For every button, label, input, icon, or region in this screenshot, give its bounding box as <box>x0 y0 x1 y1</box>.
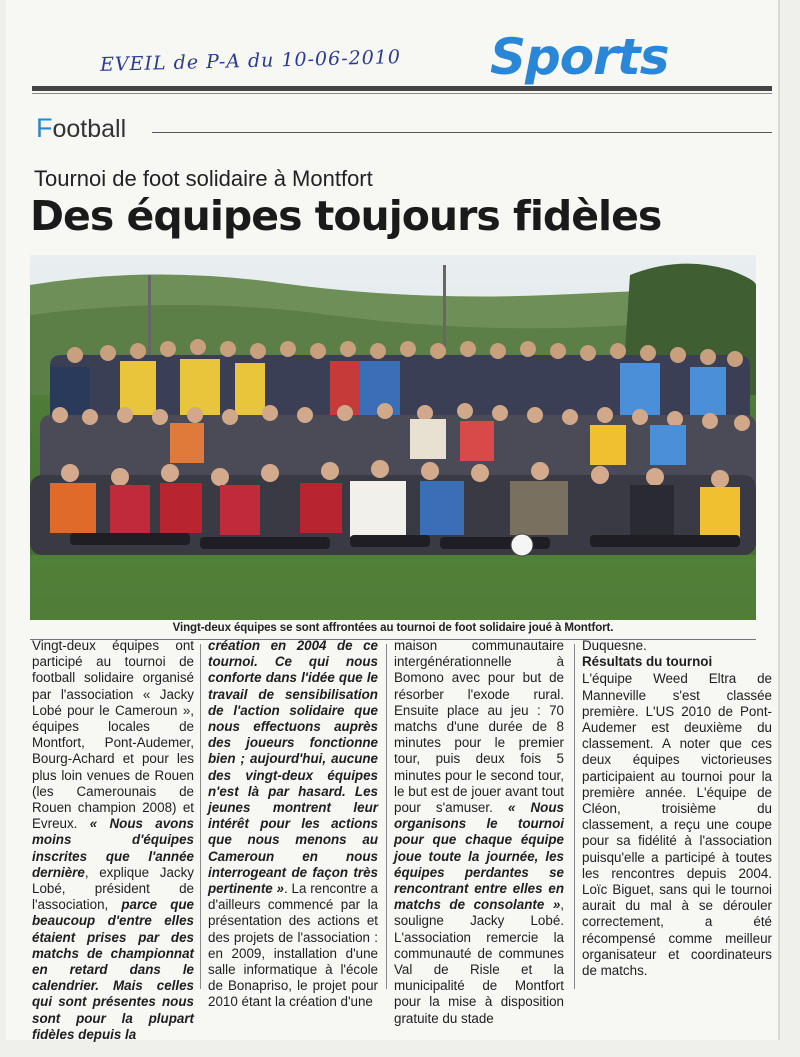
column-3-text <box>394 638 564 1027</box>
column-rule-3 <box>574 644 575 989</box>
team-photo-illustration <box>30 255 756 620</box>
section-banner: Sports <box>490 28 669 86</box>
column-4 <box>582 638 772 979</box>
col3-text-2: , souligne Jacky Lobé. L'association remercie la communauté de communes Val de Risle et la municipalité de Montfort pour la mise à disposition gratuite du stade <box>394 897 564 1026</box>
column-2-text <box>208 638 378 1011</box>
top-rule <box>32 86 772 91</box>
article-kicker: Tournoi de foot solidaire à Montfort <box>34 166 373 191</box>
article-body <box>32 638 772 1042</box>
photo-caption: Vingt-deux équipes se sont affrontées au tournoi de foot solidaire joué à Montfort. <box>172 622 614 634</box>
col3-text-1: maison communautaire intergénérationnelle à Bomono avec pour but de résorber l'exode rural. Ensuite place au jeu : 70 matchs d'une durée de 8 minutes pour le premier tour, puis deux fois 5 minutes pour le second tour, le but est de jouer avant tout pour s'amuser. <box>394 638 564 816</box>
top-rule-thin <box>32 93 772 94</box>
col1-text-2: , explique Jacky Lobé, président de l'association, <box>32 864 194 913</box>
column-rule-2 <box>386 644 387 989</box>
col2-quote-1: création en 2004 de ce tournoi. Ce qui nous conforte dans l'idée que le travail de sensibilisation de l'action solidaire que nous effectuons auprès des joueurs fonctionne bien ; aujourd'hui, aucune des vingt-deux équipes n'est là par hasard. Les jeunes montrent leur intérêt pour les actions que nous menons au Cameroun en nous interrogeant de façon très pertinente » <box>208 638 378 897</box>
col4-text-0: Duquesne. <box>582 638 647 653</box>
col1-quote-1: « Nous avons moins d'équipes inscrites que l'année dernière <box>32 816 194 880</box>
column-3 <box>394 638 564 1027</box>
col1-quote-2: parce que beaucoup d'entre elles étaient prises par des matchs de championnat en retard dans le calendrier. Mais celles qui sont présentes nous sont pour la plupart fidèles depuis la <box>32 897 195 1042</box>
category-initial: F <box>36 113 53 143</box>
category-rule <box>152 132 772 133</box>
column-2 <box>208 638 378 1011</box>
handwritten-date-note: EVEIL de P-A du 10-06-2010 <box>99 46 402 76</box>
category-rest: ootball <box>52 115 127 143</box>
col2-text-1: . La rencontre a d'ailleurs commencé par la présentation des actions et des projets de l'association : en 2009, installation d'une salle informatique à l'école de Bonapriso, le projet pour 2010 étant la création d'une <box>208 881 379 1010</box>
column-1 <box>32 638 194 1043</box>
column-rule-1 <box>200 644 201 989</box>
col4-text-1: L'équipe Weed Eltra de Manneville s'est classée première. L'US 2010 de Pont-Audemer est deuxième du classement. A noter que ces deux équipes victorieuses participaient au tournoi pour la première année. L'équipe de Cléon, troisième du classement, a reçu une coupe pour sa fidélité à l'association puisqu'elle a participé à toutes les rencontres depuis 2004. Loïc Biguet, sans qui le tournoi aurait du mal à se dérouler correctement, a été récompensé comme meilleur organisateur et coordinateurs de matchs. <box>582 671 772 979</box>
results-subhead: Résultats du tournoi <box>582 654 713 670</box>
team-photo <box>30 255 756 620</box>
article-headline: Des équipes toujours fidèles <box>30 192 662 240</box>
col1-text-1: Vingt-deux équipes ont participé au tournoi de football solidaire organisé par l'association « Jacky Lobé pour le Cameroun », équipes locales de Montfort, Pont-Audemer, Bourg-Achard et pour les plus loin venues de Rouen (les Camerounais de Rouen champion 2008) et Evreux. <box>32 638 194 832</box>
category-label <box>36 113 126 144</box>
column-1-text <box>32 638 194 1043</box>
col3-quote-1: « Nous organisons le tournoi pour que chaque équipe joue toute la journée, les équipes perdantes se rencontrant entre elles en matchs de consolante » <box>394 800 564 913</box>
